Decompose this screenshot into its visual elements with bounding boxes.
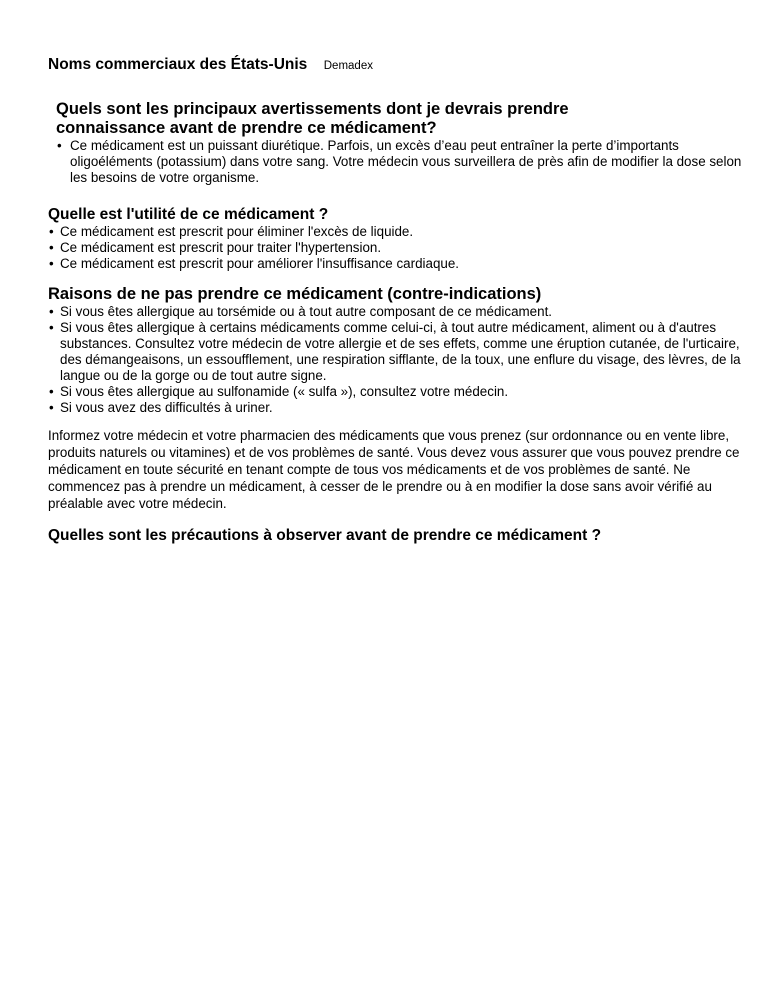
utility-item: • Ce médicament est prescrit pour éliminer l'excès de liquide. bbox=[48, 224, 748, 240]
utility-item: • Ce médicament est prescrit pour améliorer l'insuffisance cardiaque. bbox=[48, 256, 748, 272]
contraindications-item: • Si vous avez des difficultés à uriner. bbox=[48, 400, 748, 416]
contraindications-item: • Si vous êtes allergique au sulfonamide (« sulfa »), consultez votre médecin. bbox=[48, 384, 748, 400]
contraindications-list bbox=[48, 304, 748, 416]
contraindications-item: • Si vous êtes allergique à certains médicaments comme celui-ci, à tout autre médicament, aliment ou à d'autres substances. Consultez votre médecin de votre allergie et de ses effets, comme une éruption cutanée, de l'urticaire, des démangeaisons, un essoufflement, une respiration sifflante, de la toux, une enflure du visage, des lèvres, de la langue ou de la gorge ou de tout autre signe. bbox=[48, 320, 748, 384]
contraindications-section bbox=[48, 285, 748, 416]
utility-section bbox=[48, 206, 748, 272]
precautions-heading: Quelles sont les précautions à observer avant de prendre ce médicament ? bbox=[48, 527, 602, 544]
warnings-heading-line1: Quels sont les principaux avertissements dont je devrais prendre bbox=[56, 100, 569, 118]
warnings-list bbox=[56, 138, 746, 186]
utility-heading: Quelle est l'utilité de ce médicament ? bbox=[48, 206, 329, 223]
brand-names-row bbox=[48, 56, 373, 74]
contraindications-heading: Raisons de ne pas prendre ce médicament (contre-indications) bbox=[48, 285, 542, 303]
contraindications-item: • Si vous êtes allergique au torsémide ou à tout autre composant de ce médicament. bbox=[48, 304, 748, 320]
utility-list bbox=[48, 224, 748, 272]
warnings-heading-line2: connaissance avant de prendre ce médicament? bbox=[56, 119, 437, 137]
warnings-section bbox=[56, 100, 746, 186]
info-paragraph: Informez votre médecin et votre pharmacien des médicaments que vous prenez (sur ordonnance ou en vente libre, produits naturels ou vitamines) et de vos problèmes de santé. Vous devez vous assurer que vous pouvez prendre ce médicament en toute sécurité en tenant compte de tous vos médicaments et de vos problèmes de santé. Ne commencez pas à prendre un médicament, à cesser de le prendre ou à en modifier la dose sans avoir vérifié au préalable avec votre médecin. bbox=[48, 428, 740, 511]
precautions-section bbox=[48, 527, 748, 545]
utility-item: • Ce médicament est prescrit pour traiter l'hypertension. bbox=[48, 240, 748, 256]
warnings-item: • Ce médicament est un puissant diurétique. Parfois, un excès d’eau peut entraîner la perte d’importants oligoéléments (potassium) dans votre sang. Votre médecin vous surveillera de près afin de modifier la dose selon les besoins de votre organisme. bbox=[56, 138, 746, 186]
brand-names-value: Demadex bbox=[323, 60, 373, 72]
info-section bbox=[48, 427, 748, 512]
brand-names-label: Noms commerciaux des États-Unis bbox=[48, 56, 308, 73]
warnings-heading bbox=[56, 100, 746, 138]
